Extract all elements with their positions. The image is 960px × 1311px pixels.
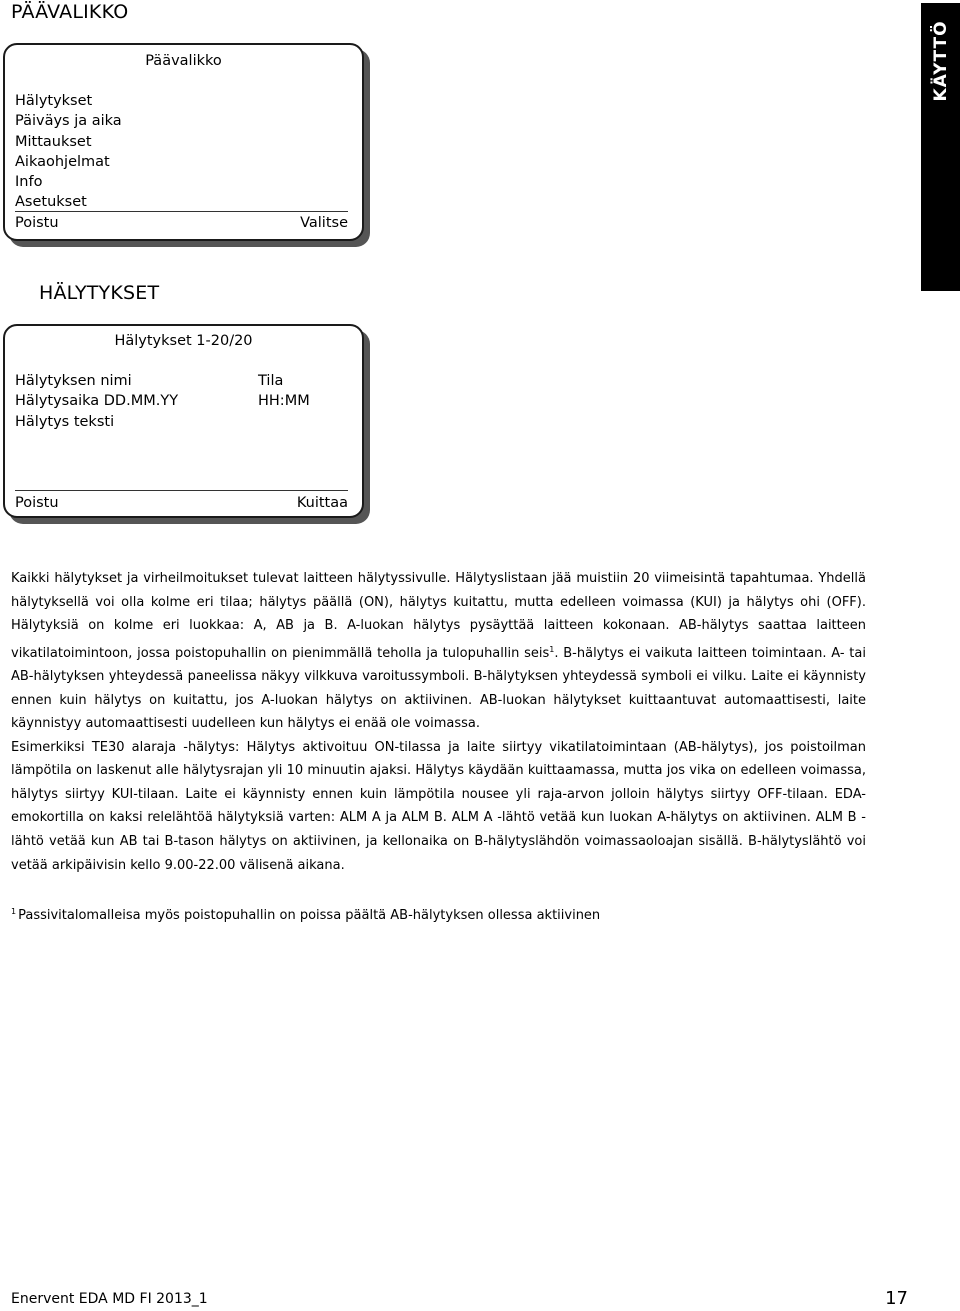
main-menu-divider <box>15 211 348 212</box>
main-menu-item-aikaohjelmat[interactable]: Aikaohjelmat <box>15 153 110 170</box>
footnote-reference: 1 <box>549 644 555 654</box>
alarms-divider <box>15 490 348 491</box>
side-tab-label: KÄYTTÖ <box>930 20 951 102</box>
paragraph-1-part-b: . B-hälytys ei vaikuta laitteen toimintaan. A- tai AB-hälytyksen yhteydessä paneelissa näkyy vilkkuva varoitussymboli. B-hälytyksen yhteydessä symboli ei vilku. Laite ei käynnisty ennen kuin hälytys on kuitattu, jos A-luokan hälytys on aktiivinen. AB-luokan hälytykset kuittaantuvat automaattisesti, laite käynnistyy automaattisesti uudelleen kun hälytys ei enää ole voimassa. <box>11 645 866 732</box>
section-side-tab <box>921 3 960 291</box>
alarms-exit-button[interactable]: Poistu <box>15 495 59 511</box>
alarm-status: Tila <box>258 373 284 389</box>
main-menu-heading: PÄÄVALIKKO <box>11 1 129 23</box>
alarm-time: Hälytysaika DD.MM.YY <box>15 393 179 410</box>
main-menu-item-asetukset[interactable]: Asetukset <box>15 194 87 211</box>
footnote-marker: 1 <box>11 907 17 916</box>
alarms-screen <box>3 324 364 518</box>
main-menu-screen <box>3 43 364 241</box>
alarm-text: Hälytys teksti <box>15 413 115 430</box>
main-menu-item-mittaukset[interactable]: Mittaukset <box>15 133 92 150</box>
alarm-description-text <box>11 567 866 877</box>
main-menu-item-halytykset[interactable]: Hälytykset <box>15 93 93 109</box>
paragraph-1-part-a: Kaikki hälytykset ja virheilmoitukset tulevat laitteen hälytyssivulle. Hälytyslistaan jää muistiin 20 viimeisintä tapahtumaa. Yhdellä hälytyksellä voi olla kolme eri tilaa; hälytys päällä (ON), hälytys kuitattu, mutta edelleen voimassa (KUI) ja hälytys ohi (OFF). Hälytyksiä on kolme eri luokkaa: A, AB ja B. A-luokan hälytys pysäyttää laitteen kokonaan. AB-hälytys saattaa laitteen vikatilatoimintoon, jossa poistopuhallin on pienimmällä teholla ja tulopuhallin seis <box>11 571 866 661</box>
paragraph-alarms-overview <box>11 567 866 736</box>
page-number: 17 <box>885 1288 908 1309</box>
main-menu-select-button[interactable]: Valitse <box>300 215 348 231</box>
footer-document-id: Enervent EDA MD FI 2013_1 <box>11 1291 208 1307</box>
main-menu-screen-title: Päävalikko <box>145 53 222 69</box>
main-menu-list <box>15 91 122 213</box>
alarms-left-column <box>15 371 178 432</box>
footnote <box>11 901 600 927</box>
alarms-screen-title: Hälytykset 1-20/20 <box>114 333 253 349</box>
main-menu-item-info[interactable]: Info <box>15 174 43 191</box>
alarms-acknowledge-button[interactable]: Kuittaa <box>296 495 348 511</box>
main-menu-item-paivays-ja-aika[interactable]: Päiväys ja aika <box>15 113 122 130</box>
alarm-name: Hälytyksen nimi <box>15 373 132 389</box>
alarm-clock: HH:MM <box>258 393 310 410</box>
paragraph-example-te30: Esimerkiksi TE30 alaraja -hälytys: Hälytys aktivoituu ON-tilassa ja laite siirtyy vikatilatoimintaan (AB-hälytys), jos poistoilman lämpötila on laskenut alle hälytysrajan yli 10 minuutin ajaksi. Hälytys käydään kuittaamassa, mutta jos vika on edelleen voimassa, hälytys siirtyy KUI-tilaan. Laite ei käynnisty ennen kuin lämpötila nousee yli raja-arvon jolloin hälytys siirtyy OFF-tilaan. EDA-emokortilla on kaksi relelähtöä hälytyksiä varten: ALM A ja ALM B. ALM A -lähtö vetää kun luokan A-hälytys on aktiivinen. ALM B -lähtö vetää kun AB tai B-tason hälytys on aktiivinen, ja kellonaika on B-hälytyslähdön voimassaoloajan sisällä. B-hälytyslähtö voi vetää arkipäivisin kello 9.00-22.00 välisenä aikana. <box>11 739 866 873</box>
footnote-text: Passivitalomalleisa myös poistopuhallin on poissa päältä AB-hälytyksen ollessa aktiivinen <box>18 908 601 923</box>
alarms-right-column <box>258 371 310 412</box>
alarms-heading: HÄLYTYKSET <box>39 282 160 304</box>
main-menu-exit-button[interactable]: Poistu <box>15 215 59 231</box>
